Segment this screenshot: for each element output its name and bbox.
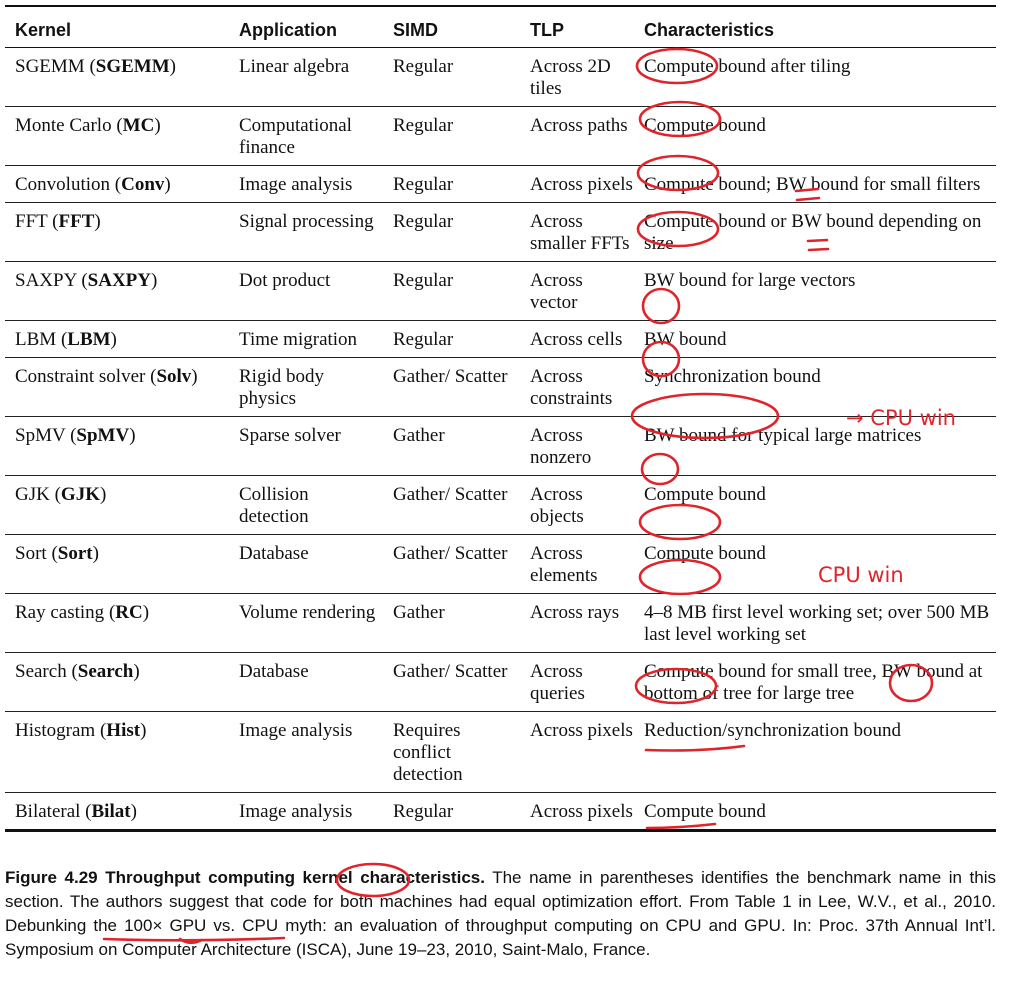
table-row — [5, 48, 996, 107]
kernel-name: SAXPY — [15, 270, 77, 291]
cell-kernel: FFT (FFT) — [15, 211, 101, 232]
kernel-code: Bilat — [91, 801, 131, 822]
kernel-name: SGEMM — [15, 56, 85, 77]
cell-application: Collision detection — [239, 484, 309, 527]
cell-application: Rigid body physics — [239, 366, 324, 409]
table-row — [5, 417, 996, 476]
cell-kernel: Histogram (Hist) — [15, 720, 147, 741]
cell-kernel: GJK (GJK) — [15, 484, 107, 505]
kernel-name: Convolution — [15, 174, 111, 195]
cell-tlp: Across 2D tiles — [530, 56, 611, 99]
cell-kernel: Constraint solver (Solv) — [15, 366, 198, 387]
header-kernel: Kernel — [15, 20, 72, 40]
cell-simd: Gather/ Scatter — [393, 543, 508, 564]
cell-simd: Regular — [393, 270, 454, 291]
cell-simd: Gather/ Scatter — [393, 366, 508, 387]
cell-application: Computational finance — [239, 115, 352, 158]
cell-simd: Regular — [393, 329, 454, 350]
kernel-code: SpMV — [76, 425, 130, 446]
kernel-code: SAXPY — [87, 270, 152, 291]
header-simd: SIMD — [393, 20, 438, 40]
cell-simd: Regular — [393, 801, 454, 822]
ink-note-cpu-win-sort: CPU win — [818, 563, 904, 587]
table-row — [5, 653, 996, 712]
table-row — [5, 166, 996, 203]
cell-tlp: Across pixels — [530, 801, 633, 822]
cell-simd: Gather — [393, 425, 445, 446]
cell-tlp: Across vector — [530, 270, 583, 313]
kernel-code: SGEMM — [95, 56, 170, 77]
cell-application: Image analysis — [239, 720, 353, 741]
cell-tlp: Across objects — [530, 484, 584, 527]
table-header-row — [5, 6, 996, 48]
figure-label: Figure 4.29 — [5, 868, 98, 887]
caption-body: The name in parentheses identifies the benchmark name in this section. The authors suggest that code for both machines had equal optimization effort. From Table 1 in Lee, W.V., et al., 2010. Debunking the 100× GPU vs. CPU myth: an evaluation of throughput computing on CPU and GPU. In: Proc. 37th Annual Int’l. Symposium on Computer Architecture (ISCA), June 19–23, 2010, Saint-Malo, France. — [5, 868, 996, 959]
cell-characteristics: Compute bound after tiling — [644, 56, 851, 77]
table-row — [5, 358, 996, 417]
table-row — [5, 107, 996, 166]
table-row — [5, 712, 996, 793]
cell-simd: Gather/ Scatter — [393, 661, 508, 682]
cell-application: Volume rendering — [239, 602, 376, 623]
cell-simd: Regular — [393, 174, 454, 195]
table-row — [5, 535, 996, 594]
kernel-code: MC — [122, 115, 155, 136]
kernel-name: Ray casting — [15, 602, 105, 623]
cell-tlp: Across queries — [530, 661, 585, 704]
cell-kernel: SAXPY (SAXPY) — [15, 270, 158, 291]
cell-kernel: Sort (Sort) — [15, 543, 99, 564]
cell-application: Dot product — [239, 270, 331, 291]
cell-kernel: Search (Search) — [15, 661, 140, 682]
cell-kernel: Bilateral (Bilat) — [15, 801, 137, 822]
cell-application: Signal processing — [239, 211, 374, 232]
cell-characteristics: Compute bound — [644, 115, 766, 136]
cell-application: Image analysis — [239, 801, 353, 822]
cell-tlp: Across smaller FFTs — [530, 211, 630, 254]
kernel-code: Hist — [106, 720, 141, 741]
cell-characteristics: Compute bound; BW bound for small filters — [644, 174, 981, 195]
table-row — [5, 321, 996, 358]
table-row — [5, 793, 996, 831]
cell-tlp: Across constraints — [530, 366, 613, 409]
header-tlp: TLP — [530, 20, 564, 40]
cell-application: Sparse solver — [239, 425, 341, 446]
kernel-code: Conv — [121, 174, 165, 195]
cell-kernel: SGEMM (SGEMM) — [15, 56, 176, 77]
kernel-name: Sort — [15, 543, 47, 564]
kernel-code: Search — [77, 661, 134, 682]
kernel-name: SpMV — [15, 425, 66, 446]
cell-simd: Regular — [393, 211, 454, 232]
kernel-code: LBM — [67, 329, 111, 350]
cell-tlp: Across rays — [530, 602, 620, 623]
figure-title: Throughput computing kernel characteristics. — [105, 868, 485, 887]
kernel-code: Sort — [57, 543, 93, 564]
kernel-name: GJK — [15, 484, 50, 505]
cell-kernel: Ray casting (RC) — [15, 602, 150, 623]
cell-characteristics: Reduction/synchronization bound — [644, 720, 901, 741]
kernel-characteristics-table — [5, 5, 996, 832]
cell-application: Database — [239, 543, 309, 564]
kernel-name: Histogram — [15, 720, 96, 741]
cell-tlp: Across elements — [530, 543, 598, 586]
kernel-name: FFT — [15, 211, 48, 232]
cell-tlp: Across pixels — [530, 174, 633, 195]
cell-characteristics: Compute bound for small tree, BW bound at bottom of tree for large tree — [644, 661, 983, 704]
kernel-code: RC — [115, 602, 143, 623]
table-row — [5, 203, 996, 262]
kernel-name: Bilateral — [15, 801, 81, 822]
cell-tlp: Across cells — [530, 329, 623, 350]
kernel-name: Constraint solver — [15, 366, 146, 387]
table-row — [5, 476, 996, 535]
kernel-code: FFT — [58, 211, 95, 232]
cell-characteristics: Compute bound or BW bound depending on size — [644, 211, 982, 254]
figure-caption — [5, 866, 996, 962]
cell-simd: Regular — [393, 56, 454, 77]
cell-kernel: Monte Carlo (MC) — [15, 115, 161, 136]
cell-kernel: LBM (LBM) — [15, 329, 117, 350]
cell-tlp: Across pixels — [530, 720, 633, 741]
cell-kernel: SpMV (SpMV) — [15, 425, 136, 446]
cell-characteristics: Compute bound — [644, 801, 766, 822]
cell-application: Linear algebra — [239, 56, 350, 77]
cell-characteristics: Compute bound — [644, 484, 766, 505]
cell-simd: Requires conflict detection — [393, 720, 463, 785]
kernel-code: Solv — [156, 366, 192, 387]
cell-tlp: Across nonzero — [530, 425, 592, 468]
header-characteristics: Characteristics — [644, 20, 775, 40]
cell-characteristics: Compute bound — [644, 543, 766, 564]
cell-application: Image analysis — [239, 174, 353, 195]
kernel-name: LBM — [15, 329, 57, 350]
cell-kernel: Convolution (Conv) — [15, 174, 171, 195]
cell-characteristics: BW bound for large vectors — [644, 270, 856, 291]
cell-characteristics: BW bound — [644, 329, 727, 350]
cell-tlp: Across paths — [530, 115, 628, 136]
cell-simd: Regular — [393, 115, 454, 136]
kernel-name: Monte Carlo — [15, 115, 112, 136]
cell-simd: Gather — [393, 602, 445, 623]
cell-application: Database — [239, 661, 309, 682]
table-row — [5, 594, 996, 653]
kernel-code: GJK — [60, 484, 100, 505]
cell-characteristics: Synchronization bound — [644, 366, 821, 387]
cell-characteristics: 4–8 MB first level working set; over 500 MB last level working set — [644, 602, 990, 645]
ink-note-cpu-win-solver: → CPU win — [846, 406, 956, 430]
kernel-name: Search — [15, 661, 67, 682]
table-row — [5, 262, 996, 321]
cell-characteristics: BW bound for typical large matrices — [644, 425, 922, 446]
header-application: Application — [239, 20, 337, 40]
cell-simd: Gather/ Scatter — [393, 484, 508, 505]
cell-application: Time migration — [239, 329, 358, 350]
